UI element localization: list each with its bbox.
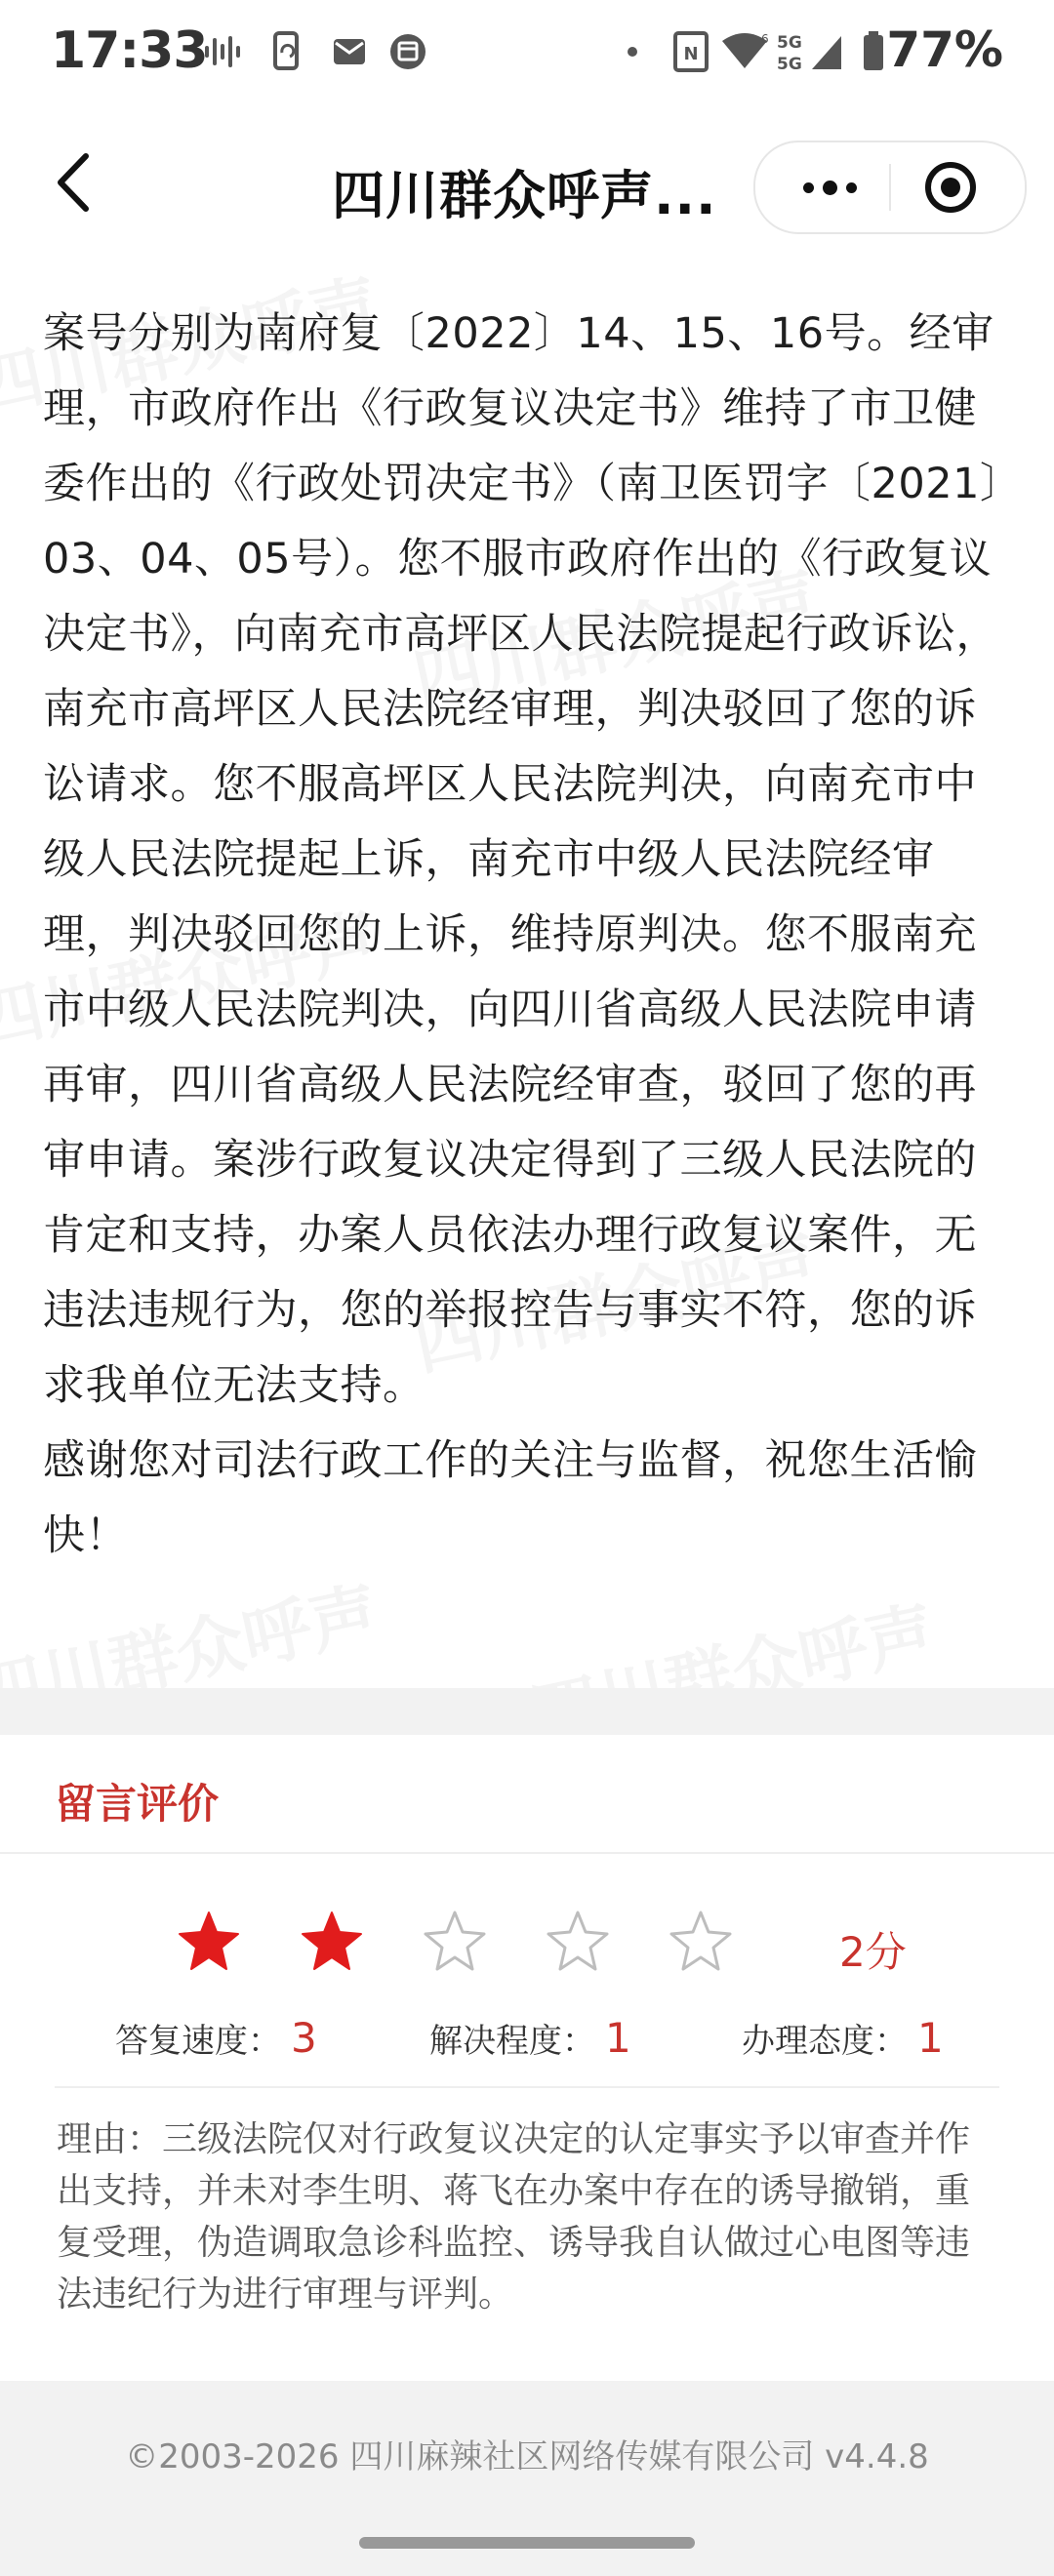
- page-title: 四川群众呼声...: [332, 165, 717, 226]
- svg-text:N: N: [683, 44, 699, 64]
- mail-icon: [328, 29, 371, 74]
- reply-paragraph: 案号分别为南府复〔2022〕14、15、16号。经审理，市政府作出《行政复议决定书》维持了市卫健委作出的《行政处罚决定书》（南卫医罚字〔2021〕03、04、05号）。您不服市政府作出的《行政复议决定书》，向南充市高坪区人民法院提起行政诉讼，南充市高坪区人民法院经审理，判决驳回了您的诉讼请求。您不服高坪区人民法院判决，向南充市中级人民法院提起上诉，南充市中级人民法院经审理，判决驳回您的上诉，维持原判决。您不服南充市中级人民法院判决，向四川省高级人民法院申请再审，四川省高级人民法院经审查，驳回了您的再审申请。案涉行政复议决定得到了三级人民法院的肯定和支持，办案人员依法办理行政复议案件，无违法违规行为，您的举报控告与事实不符，您的诉求我单位无法支持。: [43, 309, 1001, 1410]
- dot-icon: [623, 29, 642, 74]
- reply-article: [43, 263, 1019, 1688]
- rating-score: 2分: [839, 1928, 907, 1976]
- reply-closing-paragraph: 感谢您对司法行政工作的关注与监督，祝您生活愉快！: [43, 1436, 977, 1560]
- star-filled-icon[interactable]: [176, 1909, 242, 1975]
- metric-value: 1: [917, 2014, 944, 2062]
- rating-reason: 理由：三级法院仅对行政复议决定的认定事实予以审查并作出支持，并未对李生明、蒋飞在办案中存在的诱导撤销，重复受理，伪造调取急诊科监控、诱导我自认做过心电图等违法违纪行为进行审理与评判。: [57, 2119, 971, 2314]
- metric-value: 3: [291, 2014, 317, 2062]
- section-gap: [0, 1688, 1054, 1735]
- svg-text:5G: 5G: [777, 55, 802, 73]
- divider: [0, 1852, 1054, 1854]
- metric-value: 1: [605, 2014, 631, 2062]
- star-empty-icon[interactable]: [545, 1909, 611, 1975]
- metric-resolution: [429, 2014, 631, 2062]
- capsule-divider: [889, 164, 891, 211]
- wifi-icon: [718, 29, 771, 74]
- miniapp-capsule: [753, 141, 1027, 234]
- calendar-icon: [386, 29, 429, 74]
- star-empty-icon[interactable]: [422, 1909, 488, 1975]
- nav-bar: [0, 107, 1054, 263]
- status-time: 17:33: [51, 21, 208, 80]
- status-bar: [0, 0, 1054, 107]
- metric-label: 办理态度：: [742, 2022, 908, 2061]
- metric-reply-speed: [115, 2014, 317, 2062]
- voice-icon: [201, 29, 244, 74]
- star-filled-icon[interactable]: [299, 1909, 365, 1975]
- metric-label: 答复速度：: [115, 2022, 281, 2061]
- more-dots-icon[interactable]: [790, 142, 869, 232]
- signal-5g-icon: [777, 29, 845, 74]
- miniapp-close-icon[interactable]: [923, 160, 978, 215]
- home-indicator[interactable]: [359, 2537, 695, 2549]
- rating-title: 留言评价: [55, 1780, 220, 1828]
- svg-text:6: 6: [761, 32, 769, 46]
- nfc-icon: [671, 29, 710, 74]
- battery-icon: [859, 29, 888, 74]
- rating-section: [0, 1735, 1054, 2381]
- footer: [0, 2381, 1054, 2576]
- battery-percent: 77%: [886, 21, 1003, 78]
- metric-attitude: [742, 2014, 944, 2062]
- copyright-text: ©2003-2026 四川麻辣社区网络传媒有限公司 v4.4.8: [125, 2437, 929, 2476]
- metric-label: 解决程度：: [429, 2022, 595, 2061]
- svg-text:5G: 5G: [777, 33, 802, 53]
- phone-sync-icon: [265, 29, 308, 74]
- star-empty-icon[interactable]: [668, 1909, 734, 1975]
- divider: [55, 2086, 999, 2088]
- back-arrow-icon[interactable]: [47, 148, 105, 217]
